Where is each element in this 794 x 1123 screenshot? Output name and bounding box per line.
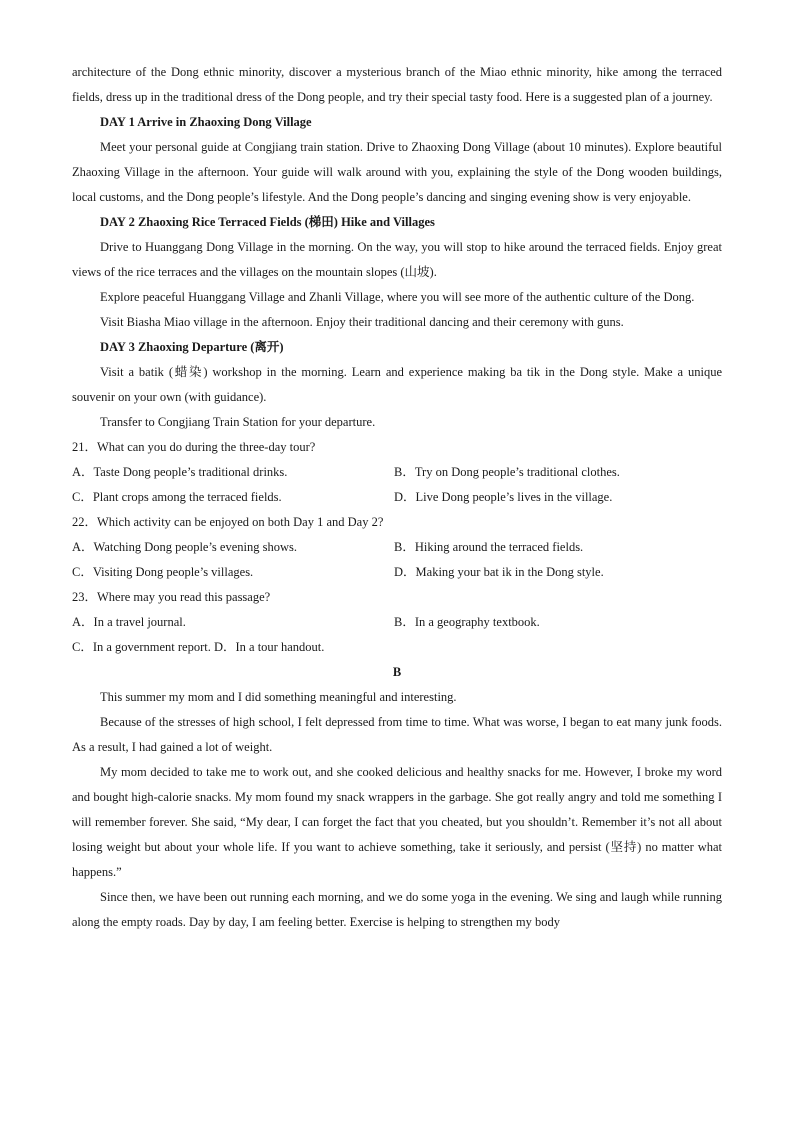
- day2-paragraph-3: Visit Biasha Miao village in the afternoon. Enjoy their traditional dancing and their ceremony with guns.: [100, 315, 624, 329]
- section-b-paragraph-2: Because of the stresses of high school, I felt depressed from time to time. What was worse, I began to eat many junk foods. As a result, I had gained a lot of weight.: [72, 715, 722, 754]
- section-b-paragraph-1: This summer my mom and I did something meaningful and interesting.: [100, 690, 457, 704]
- day2-paragraph-2: Explore peaceful Huanggang Village and Zhanli Village, where you will see more of the authentic culture of the Dong.: [100, 290, 695, 304]
- question-23-option-b: B．In a geography textbook.: [394, 615, 540, 629]
- day3-heading: DAY 3 Zhaoxing Departure (离开): [100, 340, 284, 354]
- day3-paragraph-1: Visit a batik (蜡染) workshop in the morning. Learn and experience making ba tik in the Dong style. Make a unique souvenir on your own (with guidance).: [72, 365, 722, 404]
- question-21-option-d: D．Live Dong people’s lives in the village.: [394, 490, 613, 504]
- question-23-stem: 23．Where may you read this passage?: [72, 590, 271, 604]
- question-23-option-a: A．In a travel journal.: [72, 615, 186, 629]
- question-22-options-row-1: [72, 535, 722, 560]
- day2-paragraph-1: Drive to Huanggang Dong Village in the morning. On the way, you will stop to hike around the terraced fields. Enjoy great views of the rice terraces and the villages on the mountain slopes (山坡).: [72, 240, 722, 279]
- question-21-option-b: B．Try on Dong people’s traditional clothes.: [394, 465, 620, 479]
- intro-paragraph: architecture of the Dong ethnic minority, discover a mysterious branch of the Miao ethnic minority, hike among the terraced fields, dress up in the traditional dress of the Dong people, and try their special tasty food. Here is a suggested plan of a journey.: [72, 65, 722, 104]
- day2-heading: DAY 2 Zhaoxing Rice Terraced Fields (梯田) Hike and Villages: [100, 215, 435, 229]
- question-22-option-d: D．Making your bat ik in the Dong style.: [394, 565, 604, 579]
- question-22-option-c: C．Visiting Dong people’s villages.: [72, 565, 254, 579]
- day3-paragraph-2: Transfer to Congjiang Train Station for your departure.: [100, 415, 376, 429]
- section-b-paragraph-4: Since then, we have been out running each morning, and we do some yoga in the evening. We sing and laugh while running along the empty roads. Day by day, I am feeling better. Exercise is helping to strengthen my body: [72, 890, 722, 929]
- question-23-options-cd: C．In a government report. D．In a tour handout.: [72, 640, 325, 654]
- question-21-options-row-2: [72, 485, 722, 510]
- question-22-option-b: B．Hiking around the terraced fields.: [394, 540, 584, 554]
- question-23-options-row-1: [72, 610, 722, 635]
- question-21-option-a: A．Taste Dong people’s traditional drinks.: [72, 465, 288, 479]
- question-22-stem: 22．Which activity can be enjoyed on both Day 1 and Day 2?: [72, 515, 384, 529]
- section-b-paragraph-3: My mom decided to take me to work out, and she cooked delicious and healthy snacks for me. However, I broke my word and bought high-calorie snacks. My mom found my snack wrappers in the garbage. She got really angry and told me something I will remember forever. She said, “My dear, I can forget the fact that you cheated, but you shouldn’t. Remember it’s not all about losing weight but about your whole life. If you want to achieve something, take it seriously, and persist (坚持) no matter what happens.”: [72, 765, 722, 879]
- question-22-options-row-2: [72, 560, 722, 585]
- question-21-options-row-1: [72, 460, 722, 485]
- section-b-heading: B: [392, 665, 402, 679]
- question-22-option-a: A．Watching Dong people’s evening shows.: [72, 540, 298, 554]
- question-21-option-c: C．Plant crops among the terraced fields.: [72, 490, 282, 504]
- day1-heading: DAY 1 Arrive in Zhaoxing Dong Village: [100, 115, 312, 129]
- question-21-stem: 21．What can you do during the three-day tour?: [72, 440, 316, 454]
- document-page: [72, 60, 722, 935]
- day1-paragraph: Meet your personal guide at Congjiang train station. Drive to Zhaoxing Dong Village (about 10 minutes). Explore beautiful Zhaoxing Village in the afternoon. Your guide will walk around with you, explaining the style of the Dong wooden buildings, local customs, and the Dong people’s lifestyle. And the Dong people’s dancing and singing evening show is very enjoyable.: [72, 140, 722, 204]
